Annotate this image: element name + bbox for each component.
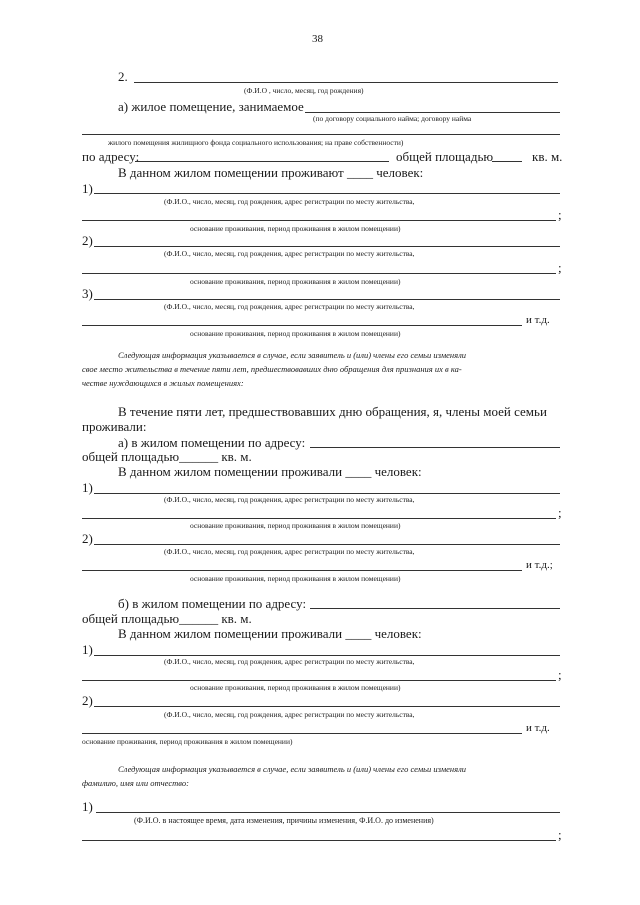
note-line-3: честве нуждающихся в жилых помещениях:: [82, 378, 244, 388]
note2-line-2: фамилию, имя или отчество:: [82, 778, 189, 788]
occupancy-basis-line: [305, 112, 560, 113]
person-1-line: [94, 193, 560, 194]
name-change-1-number: 1): [82, 799, 93, 814]
semicolon: ;: [558, 827, 562, 842]
occupied-dwelling-label: а) жилое помещение, занимаемое: [118, 99, 304, 114]
semicolon: ;: [558, 667, 562, 682]
item-number-2: 2.: [118, 69, 128, 84]
basis-caption: основание проживания, период проживания в жилом помещении): [190, 574, 401, 583]
address-b-label: б) в жилом помещении по адресу:: [118, 596, 307, 611]
semicolon: ;: [558, 207, 562, 222]
residents-b-label: В данном жилом помещении проживали ____ человек:: [118, 626, 422, 641]
person-1-number: 1): [82, 181, 93, 196]
sq-m-label: кв. м.: [532, 149, 563, 164]
person-caption: (Ф.И.О., число, месяц, год рождения, адрес регистрации по месту жительства,: [164, 710, 415, 719]
area-a-label: общей площадью______ кв. м.: [82, 449, 252, 464]
five-years-line-2: проживали:: [82, 419, 147, 434]
address-label: по адресу:: [82, 149, 140, 164]
address-line: [135, 161, 389, 162]
fond-caption: жилого помещения жилищного фонда социального использования; на праве собственности): [108, 138, 404, 147]
person-caption: (Ф.И.О., число, месяц, год рождения, адрес регистрации по месту жительства,: [164, 495, 415, 504]
residents-a-label: В данном жилом помещении проживали ____ человек:: [118, 464, 422, 479]
basis-caption: основание проживания, период проживания в жилом помещении): [190, 683, 401, 692]
person-caption: (Ф.И.О., число, месяц, год рождения, адрес регистрации по месту жительства,: [164, 249, 415, 258]
person-2-basis-line: [82, 273, 556, 274]
person-b2-number: 2): [82, 693, 93, 708]
person-b1-line: [94, 655, 560, 656]
occupancy-basis-line-2: [82, 134, 560, 135]
basis-caption: основание проживания, период проживания в жилом помещении): [190, 224, 401, 233]
person-a2-number: 2): [82, 531, 93, 546]
residents-count-label: В данном жилом помещении проживают ____ человек:: [118, 165, 424, 180]
person-b2-basis-line: [82, 733, 522, 734]
area-label: общей площадью: [396, 149, 494, 164]
person-a2-basis-line: [82, 570, 522, 571]
person-3-line: [94, 299, 560, 300]
address-a-label: а) в жилом помещении по адресу:: [118, 435, 306, 450]
person-2-line: [94, 246, 560, 247]
dogovor-caption: (по договору социального найма; договору найма: [313, 114, 472, 123]
area-b-label: общей площадью______ кв. м.: [82, 611, 252, 626]
fio-caption: (Ф.И.О , число, месяц, год рождения): [244, 86, 364, 95]
name-change-1-line: [96, 812, 560, 813]
area-line: [492, 161, 522, 162]
person-3-basis-line: [82, 325, 522, 326]
person-a1-number: 1): [82, 480, 93, 495]
person-b1-basis-line: [82, 680, 556, 681]
basis-caption: основание проживания, период проживания в жилом помещении): [190, 329, 401, 338]
fio-line: [134, 82, 558, 83]
name-change-caption: (Ф.И.О. в настоящее время, дата изменения, причины изменения, Ф.И.О. до изменения): [134, 816, 434, 825]
page-number: 38: [312, 33, 323, 45]
etc-label: и т.д.: [526, 314, 550, 326]
basis-caption: основание проживания, период проживания в жилом помещении): [190, 277, 401, 286]
person-caption: (Ф.И.О., число, месяц, год рождения, адрес регистрации по месту жительства,: [164, 547, 415, 556]
person-3-number: 3): [82, 286, 93, 301]
address-b-line: [310, 608, 560, 609]
five-years-line-1: В течение пяти лет, предшествовавших дню обращения, я, члены моей семьи: [118, 404, 547, 419]
person-caption: (Ф.И.О., число, месяц, год рождения, адрес регистрации по месту жительства,: [164, 197, 415, 206]
person-2-number: 2): [82, 233, 93, 248]
person-caption: (Ф.И.О., число, месяц, год рождения, адрес регистрации по месту жительства,: [164, 657, 415, 666]
etc-label: и т.д.;: [526, 559, 553, 571]
basis-caption: основание проживания, период проживания в жилом помещении): [82, 737, 293, 746]
person-a2-line: [94, 544, 560, 545]
person-1-basis-line: [82, 220, 556, 221]
note-line-2: свое место жительства в течение пяти лет, предшествовавших дню обращения для признания их в ка-: [82, 364, 462, 374]
person-b1-number: 1): [82, 642, 93, 657]
address-a-line: [310, 447, 560, 448]
person-a1-line: [94, 493, 560, 494]
semicolon: ;: [558, 505, 562, 520]
name-change-line-2: [82, 840, 556, 841]
person-caption: (Ф.И.О., число, месяц, год рождения, адрес регистрации по месту жительства,: [164, 302, 415, 311]
person-b2-line: [94, 706, 560, 707]
basis-caption: основание проживания, период проживания в жилом помещении): [190, 521, 401, 530]
note-line-1: Следующая информация указывается в случае, если заявитель и (или) члены его семьи изменяли: [118, 350, 467, 360]
semicolon: ;: [558, 260, 562, 275]
note2-line-1: Следующая информация указывается в случае, если заявитель и (или) члены его семьи изменяли: [118, 764, 467, 774]
person-a1-basis-line: [82, 518, 556, 519]
etc-label: и т.д.: [526, 722, 550, 734]
